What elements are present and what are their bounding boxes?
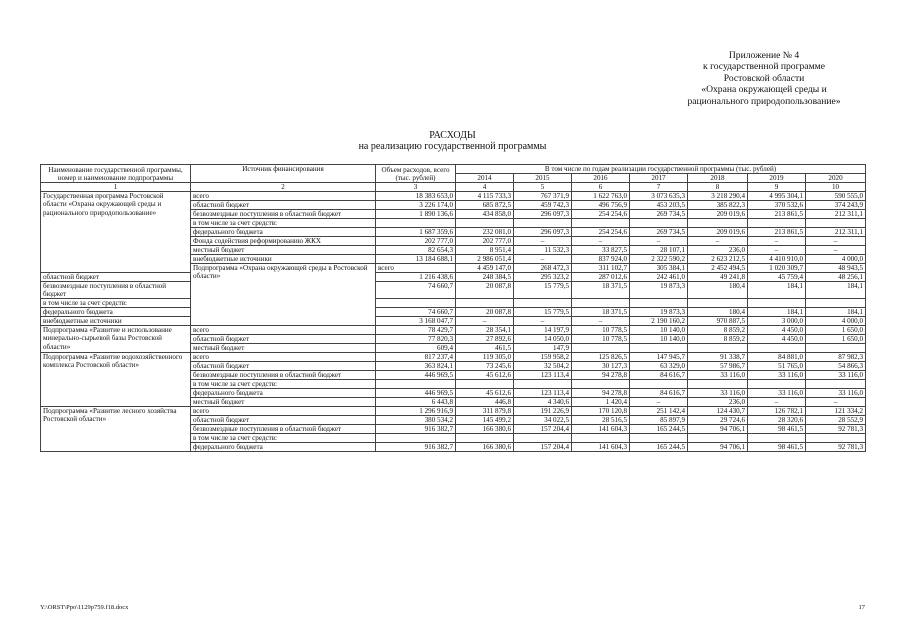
year-amount-cell: 180,4 xyxy=(688,282,748,299)
year-amount-cell: 4 000,0 xyxy=(806,317,866,326)
year-amount-cell: 165 244,5 xyxy=(630,425,688,434)
year-amount-cell xyxy=(456,380,514,389)
year-amount-cell: 248 384,5 xyxy=(456,273,514,282)
year-amount-cell: 8 859,2 xyxy=(688,335,748,344)
year-amount-cell xyxy=(572,219,630,228)
year-amount-cell: 48 256,1 xyxy=(806,273,866,282)
total-amount-cell: 77 820,3 xyxy=(376,335,456,344)
year-amount-cell: 268 472,3 xyxy=(514,264,572,273)
year-amount-cell: 4 410 910,0 xyxy=(748,255,806,264)
year-amount-cell xyxy=(456,219,514,228)
year-amount-cell: 3 073 635,3 xyxy=(630,192,688,201)
year-amount-cell: 157 204,4 xyxy=(514,425,572,434)
year-amount-cell xyxy=(748,434,806,443)
year-amount-cell: 30 127,3 xyxy=(572,362,630,371)
program-name-cell: Государственная программа Ростовской области «Охрана окружающей среды и рационального природопользование» xyxy=(41,192,191,273)
year-amount-cell: 4 995 304,1 xyxy=(748,192,806,201)
total-amount-cell: 446 969,5 xyxy=(376,371,456,380)
year-amount-cell: 837 924,0 xyxy=(572,255,630,264)
year-amount-cell: 33 116,0 xyxy=(688,371,748,380)
year-amount-cell: 165 244,5 xyxy=(630,443,688,452)
year-amount-cell: 87 982,3 xyxy=(806,353,866,362)
year-amount-cell: 213 861,5 xyxy=(748,228,806,237)
year-amount-cell xyxy=(630,219,688,228)
year-amount-cell: 1 650,0 xyxy=(806,335,866,344)
year-amount-cell xyxy=(806,344,866,353)
year-amount-cell: 2 623 212,5 xyxy=(688,255,748,264)
header-year: 2015 xyxy=(514,174,572,183)
year-amount-cell: 141 604,3 xyxy=(572,443,630,452)
funding-source-cell: областной бюджет xyxy=(191,335,376,344)
year-amount-cell: 374 243,9 xyxy=(806,201,866,210)
appendix-block xyxy=(664,50,864,107)
funding-source-cell: федерального бюджета xyxy=(191,228,376,237)
year-amount-cell: 4 450,0 xyxy=(748,326,806,335)
header-column-index: 5 xyxy=(514,183,572,192)
year-amount-cell: 85 897,9 xyxy=(630,416,688,425)
year-amount-cell: 48 943,5 xyxy=(806,264,866,273)
program-name-cell: Подпрограмма «Развитие водохозяйственного комплекса Ростовской области» xyxy=(41,353,191,407)
year-amount-cell xyxy=(806,380,866,389)
year-amount-cell: 254 254,6 xyxy=(572,210,630,219)
funding-source-cell: областной бюджет xyxy=(191,201,376,210)
year-amount-cell: 19 873,3 xyxy=(630,282,688,299)
year-amount-cell: 385 822,3 xyxy=(688,201,748,210)
header-year: 2014 xyxy=(456,174,514,183)
year-amount-cell: 19 873,3 xyxy=(630,308,688,317)
funding-source-cell: областной бюджет xyxy=(41,273,191,282)
year-amount-cell: – xyxy=(572,317,630,326)
table-row xyxy=(41,282,866,299)
header-column-index: 2 xyxy=(191,183,376,192)
year-amount-cell: 2 986 051,4 xyxy=(456,255,514,264)
year-amount-cell xyxy=(806,299,866,308)
year-amount-cell: 2 322 590,2 xyxy=(630,255,688,264)
year-amount-cell xyxy=(514,299,572,308)
year-amount-cell: 209 019,6 xyxy=(688,210,748,219)
year-amount-cell: – xyxy=(572,237,630,246)
document-title-block xyxy=(0,130,905,152)
total-amount-cell: 4 459 147,0 xyxy=(456,264,514,273)
total-amount-cell: 3 226 174,0 xyxy=(376,201,456,210)
year-amount-cell: 11 532,3 xyxy=(514,246,572,255)
year-amount-cell: 213 861,5 xyxy=(748,210,806,219)
year-amount-cell: 94 706,1 xyxy=(688,443,748,452)
total-amount-cell: 18 383 653,0 xyxy=(376,192,456,201)
funding-source-cell: в том числе за счет средств: xyxy=(191,434,376,443)
year-amount-cell: 242 461,0 xyxy=(630,273,688,282)
year-amount-cell: 685 872,5 xyxy=(456,201,514,210)
header-year: 2016 xyxy=(572,174,630,183)
year-amount-cell: 98 461,5 xyxy=(748,425,806,434)
year-amount-cell: 91 338,7 xyxy=(688,353,748,362)
year-amount-cell xyxy=(748,219,806,228)
year-amount-cell: 3 218 290,4 xyxy=(688,192,748,201)
table-row xyxy=(41,317,866,326)
year-amount-cell: 296 097,3 xyxy=(514,228,572,237)
year-amount-cell: 184,1 xyxy=(806,282,866,299)
year-amount-cell xyxy=(630,434,688,443)
year-amount-cell xyxy=(630,344,688,353)
funding-source-cell: федерального бюджета xyxy=(191,443,376,452)
year-amount-cell xyxy=(514,434,572,443)
year-amount-cell: 18 371,5 xyxy=(572,282,630,299)
year-amount-cell: 94 706,1 xyxy=(688,425,748,434)
year-amount-cell: 29 724,6 xyxy=(688,416,748,425)
year-amount-cell: 20 087,8 xyxy=(456,308,514,317)
funding-source-cell: федерального бюджета xyxy=(41,308,191,317)
header-column-index: 7 xyxy=(630,183,688,192)
funding-source-cell: местный бюджет xyxy=(191,246,376,255)
year-amount-cell: 32 504,2 xyxy=(514,362,572,371)
total-amount-cell: 1 687 359,6 xyxy=(376,228,456,237)
appendix-line: к государственной программе xyxy=(703,61,825,73)
year-amount-cell: 970 887,5 xyxy=(688,317,748,326)
year-amount-cell: 287 012,6 xyxy=(572,273,630,282)
year-amount-cell: 191 226,9 xyxy=(514,407,572,416)
document-subtitle: на реализацию государственной программы xyxy=(358,141,547,152)
year-amount-cell: 4 450,0 xyxy=(748,335,806,344)
year-amount-cell: 51 765,0 xyxy=(748,362,806,371)
document-title: РАСХОДЫ xyxy=(429,130,476,141)
year-amount-cell: 184,1 xyxy=(806,308,866,317)
year-amount-cell: 57 986,7 xyxy=(688,362,748,371)
year-amount-cell: 311 102,7 xyxy=(572,264,630,273)
year-amount-cell: 305 384,1 xyxy=(630,264,688,273)
header-year: 2018 xyxy=(688,174,748,183)
year-amount-cell: 33 116,0 xyxy=(748,371,806,380)
year-amount-cell xyxy=(688,299,748,308)
total-amount-cell: 6 443,8 xyxy=(376,398,456,407)
year-amount-cell xyxy=(456,434,514,443)
year-amount-cell: 251 142,4 xyxy=(630,407,688,416)
year-amount-cell: 236,0 xyxy=(688,398,748,407)
total-amount-cell: 446 969,5 xyxy=(376,389,456,398)
year-amount-cell: 8 859,2 xyxy=(688,326,748,335)
year-amount-cell: 311 879,8 xyxy=(456,407,514,416)
total-amount-cell xyxy=(376,299,456,308)
header-total: Объем расходов, всего (тыс. рублей) xyxy=(376,165,456,183)
funding-source-cell: всего xyxy=(191,353,376,362)
year-amount-cell xyxy=(688,344,748,353)
year-amount-cell xyxy=(514,380,572,389)
year-amount-cell: 125 826,5 xyxy=(572,353,630,362)
total-amount-cell: 74 660,7 xyxy=(376,308,456,317)
total-amount-cell: 1 890 136,6 xyxy=(376,210,456,219)
year-amount-cell: 10 778,5 xyxy=(572,326,630,335)
year-amount-cell: 184,1 xyxy=(748,282,806,299)
header-column-index: 4 xyxy=(456,183,514,192)
funding-source-cell: всего xyxy=(376,264,456,273)
year-amount-cell xyxy=(514,219,572,228)
year-amount-cell: 254 254,6 xyxy=(572,228,630,237)
year-amount-cell xyxy=(748,299,806,308)
year-amount-cell: 14 197,9 xyxy=(514,326,572,335)
year-amount-cell: 10 140,0 xyxy=(630,326,688,335)
year-amount-cell: 453 203,5 xyxy=(630,201,688,210)
year-amount-cell: 63 329,0 xyxy=(630,362,688,371)
appendix-line: Ростовской области xyxy=(723,72,805,84)
total-amount-cell: 13 184 688,1 xyxy=(376,255,456,264)
funding-source-cell: в том числе за счет средств: xyxy=(191,219,376,228)
year-amount-cell: – xyxy=(748,398,806,407)
year-amount-cell xyxy=(688,219,748,228)
funding-source-cell: местный бюджет xyxy=(191,344,376,353)
year-amount-cell: 49 241,8 xyxy=(688,273,748,282)
year-amount-cell: 10 140,0 xyxy=(630,335,688,344)
year-amount-cell: 166 380,6 xyxy=(456,443,514,452)
year-amount-cell xyxy=(572,380,630,389)
year-amount-cell: 446,8 xyxy=(456,398,514,407)
year-amount-cell: 212 311,1 xyxy=(806,210,866,219)
year-amount-cell: 33 116,0 xyxy=(688,389,748,398)
appendix-line: Приложение № 4 xyxy=(728,50,800,61)
total-amount-cell: 916 382,7 xyxy=(376,425,456,434)
year-amount-cell: 92 781,3 xyxy=(806,443,866,452)
year-amount-cell xyxy=(748,344,806,353)
year-amount-cell: 2 190 160,2 xyxy=(630,317,688,326)
year-amount-cell: 159 958,2 xyxy=(514,353,572,362)
header-column-index: 9 xyxy=(748,183,806,192)
year-amount-cell: 4 340,6 xyxy=(514,398,572,407)
year-amount-cell xyxy=(630,299,688,308)
funding-source-cell: безвозмездные поступления в областной бюджет xyxy=(191,371,376,380)
header-column-index: 3 xyxy=(376,183,456,192)
year-amount-cell: 94 278,8 xyxy=(572,389,630,398)
total-amount-cell: 78 429,7 xyxy=(376,326,456,335)
year-amount-cell: 33 827,5 xyxy=(572,246,630,255)
year-amount-cell: 1 622 763,0 xyxy=(572,192,630,201)
year-amount-cell: 28 320,6 xyxy=(748,416,806,425)
year-amount-cell: 147,9 xyxy=(514,344,572,353)
total-amount-cell: 74 660,7 xyxy=(376,282,456,299)
footer-file-path: Y:\ORST\Ppo\1129p759.f18.docx xyxy=(40,604,129,611)
year-amount-cell xyxy=(572,299,630,308)
table-row xyxy=(41,192,866,201)
total-amount-cell xyxy=(376,380,456,389)
funding-source-cell: всего xyxy=(191,326,376,335)
table-row xyxy=(41,308,866,317)
year-amount-cell: 170 120,8 xyxy=(572,407,630,416)
year-amount-cell: 295 323,2 xyxy=(514,273,572,282)
table-row xyxy=(41,273,866,282)
funding-source-cell: областной бюджет xyxy=(191,416,376,425)
year-amount-cell xyxy=(572,434,630,443)
year-amount-cell: – xyxy=(688,237,748,246)
footer-page-number: 17 xyxy=(858,604,865,611)
year-amount-cell: 45 759,4 xyxy=(748,273,806,282)
header-funding-source: Источник финансирования xyxy=(191,165,376,183)
year-amount-cell xyxy=(806,219,866,228)
funding-source-cell: безвозмездные поступления в областной бюджет xyxy=(191,210,376,219)
year-amount-cell: 27 892,6 xyxy=(456,335,514,344)
year-amount-cell: 1 650,0 xyxy=(806,326,866,335)
year-amount-cell xyxy=(456,299,514,308)
year-amount-cell: 84 881,0 xyxy=(748,353,806,362)
year-amount-cell: – xyxy=(456,317,514,326)
total-amount-cell: 1 216 438,6 xyxy=(376,273,456,282)
funding-source-cell: в том числе за счет средств: xyxy=(191,380,376,389)
year-amount-cell: – xyxy=(630,237,688,246)
total-amount-cell: 1 296 916,9 xyxy=(376,407,456,416)
year-amount-cell: 147 945,7 xyxy=(630,353,688,362)
year-amount-cell xyxy=(806,434,866,443)
header-year: 2019 xyxy=(748,174,806,183)
year-amount-cell: 98 461,5 xyxy=(748,443,806,452)
year-amount-cell: 459 742,3 xyxy=(514,201,572,210)
year-amount-cell: 145 499,2 xyxy=(456,416,514,425)
year-amount-cell: – xyxy=(514,317,572,326)
funding-source-cell: федерального бюджета xyxy=(191,389,376,398)
year-amount-cell: – xyxy=(806,237,866,246)
year-amount-cell: 2 452 494,5 xyxy=(688,264,748,273)
year-amount-cell: 124 430,7 xyxy=(688,407,748,416)
year-amount-cell: 33 116,0 xyxy=(806,371,866,380)
year-amount-cell: 184,1 xyxy=(748,308,806,317)
year-amount-cell: – xyxy=(630,398,688,407)
year-amount-cell: 15 779,5 xyxy=(514,282,572,299)
year-amount-cell: 296 097,3 xyxy=(514,210,572,219)
year-amount-cell: 92 781,3 xyxy=(806,425,866,434)
year-amount-cell: 33 116,0 xyxy=(748,389,806,398)
year-amount-cell: 3 000,0 xyxy=(748,317,806,326)
table-row xyxy=(41,299,866,308)
year-amount-cell: – xyxy=(514,237,572,246)
year-amount-cell: 15 779,5 xyxy=(514,308,572,317)
total-amount-cell: 202 777,0 xyxy=(376,237,456,246)
year-amount-cell: 54 866,3 xyxy=(806,362,866,371)
year-amount-cell: 126 782,1 xyxy=(748,407,806,416)
year-amount-cell: 28 552,9 xyxy=(806,416,866,425)
year-amount-cell xyxy=(630,380,688,389)
year-amount-cell: – xyxy=(514,255,572,264)
total-amount-cell: 82 654,3 xyxy=(376,246,456,255)
year-amount-cell: 18 371,5 xyxy=(572,308,630,317)
year-amount-cell: 370 532,6 xyxy=(748,201,806,210)
year-amount-cell: 119 305,0 xyxy=(456,353,514,362)
header-year: 2017 xyxy=(630,174,688,183)
appendix-line: «Охрана окружающей среды и xyxy=(701,84,827,96)
year-amount-cell xyxy=(688,380,748,389)
total-amount-cell: 817 237,4 xyxy=(376,353,456,362)
header-column-index: 1 xyxy=(41,183,191,192)
year-amount-cell: – xyxy=(806,398,866,407)
table-row xyxy=(41,326,866,335)
year-amount-cell: 1 020 309,7 xyxy=(748,264,806,273)
year-amount-cell: 590 555,0 xyxy=(806,192,866,201)
year-amount-cell: 28 107,1 xyxy=(630,246,688,255)
appendix-line: рационального природопользование» xyxy=(687,95,841,107)
year-amount-cell: 73 245,6 xyxy=(456,362,514,371)
year-amount-cell: 269 734,5 xyxy=(630,228,688,237)
funding-source-cell: всего xyxy=(191,192,376,201)
year-amount-cell: 236,0 xyxy=(688,246,748,255)
year-amount-cell: – xyxy=(748,246,806,255)
funding-source-cell: в том числе за счет средств: xyxy=(41,299,191,308)
funding-source-cell: местный бюджет xyxy=(191,398,376,407)
year-amount-cell: 123 113,4 xyxy=(514,371,572,380)
header-program-name: Наименование государственной программы, номер и наименование подпрограммы xyxy=(41,165,191,183)
year-amount-cell: 4 000,0 xyxy=(806,255,866,264)
year-amount-cell: 269 734,5 xyxy=(630,210,688,219)
year-amount-cell: 34 022,5 xyxy=(514,416,572,425)
total-amount-cell xyxy=(376,434,456,443)
year-amount-cell: 20 087,8 xyxy=(456,282,514,299)
year-amount-cell: 28 354,1 xyxy=(456,326,514,335)
funding-source-cell: безвозмездные поступления в областной бюджет xyxy=(191,425,376,434)
total-amount-cell xyxy=(376,219,456,228)
table-row xyxy=(41,407,866,416)
year-amount-cell: 123 113,4 xyxy=(514,389,572,398)
year-amount-cell: 767 371,9 xyxy=(514,192,572,201)
header-column-index: 6 xyxy=(572,183,630,192)
header-column-index: 8 xyxy=(688,183,748,192)
table-row xyxy=(41,353,866,362)
funding-source-cell: безвозмездные поступления в областной бюджет xyxy=(41,282,191,299)
year-amount-cell: – xyxy=(806,246,866,255)
year-amount-cell: 141 604,3 xyxy=(572,425,630,434)
year-amount-cell: 94 278,8 xyxy=(572,371,630,380)
year-amount-cell: 166 380,6 xyxy=(456,425,514,434)
funding-source-cell: всего xyxy=(191,407,376,416)
year-amount-cell: 434 858,0 xyxy=(456,210,514,219)
year-amount-cell xyxy=(688,434,748,443)
year-amount-cell: – xyxy=(748,237,806,246)
header-year: 2020 xyxy=(806,174,866,183)
year-amount-cell: 202 777,0 xyxy=(456,237,514,246)
program-name-cell: Подпрограмма «Охрана окружающей среды в Ростовской области» xyxy=(191,264,376,326)
year-amount-cell: 496 756,9 xyxy=(572,201,630,210)
year-amount-cell: 8 951,4 xyxy=(456,246,514,255)
total-amount-cell: 916 382,7 xyxy=(376,443,456,452)
funding-source-cell: областной бюджет xyxy=(191,362,376,371)
funding-source-cell: Фонда содействия реформированию ЖКХ xyxy=(191,237,376,246)
year-amount-cell: 33 116,0 xyxy=(806,389,866,398)
year-amount-cell: 10 778,5 xyxy=(572,335,630,344)
year-amount-cell: 28 516,5 xyxy=(572,416,630,425)
year-amount-cell: 45 612,6 xyxy=(456,371,514,380)
year-amount-cell: 232 081,0 xyxy=(456,228,514,237)
program-name-cell: Подпрограмма «Развитие лесного хозяйства Ростовской области» xyxy=(41,407,191,452)
funding-source-cell: внебюджетные источники xyxy=(41,317,191,326)
funding-source-cell: внебюджетные источники xyxy=(191,255,376,264)
year-amount-cell: 157 204,4 xyxy=(514,443,572,452)
expenses-table xyxy=(40,164,866,452)
year-amount-cell: 212 311,1 xyxy=(806,228,866,237)
year-amount-cell: 180,4 xyxy=(688,308,748,317)
year-amount-cell: 84 616,7 xyxy=(630,371,688,380)
year-amount-cell xyxy=(748,380,806,389)
year-amount-cell: 45 612,6 xyxy=(456,389,514,398)
year-amount-cell: 121 334,2 xyxy=(806,407,866,416)
program-name-cell: Подпрограмма «Развитие и использование минерально-сырьевой базы Ростовской области» xyxy=(41,326,191,353)
year-amount-cell: 4 115 733,3 xyxy=(456,192,514,201)
year-amount-cell: 14 050,0 xyxy=(514,335,572,344)
year-amount-cell: 1 420,4 xyxy=(572,398,630,407)
year-amount-cell: 461,5 xyxy=(456,344,514,353)
total-amount-cell: 609,4 xyxy=(376,344,456,353)
header-column-index: 10 xyxy=(806,183,866,192)
year-amount-cell: 209 019,6 xyxy=(688,228,748,237)
year-amount-cell: 84 616,7 xyxy=(630,389,688,398)
total-amount-cell: 363 824,1 xyxy=(376,362,456,371)
total-amount-cell: 3 168 047,7 xyxy=(376,317,456,326)
total-amount-cell: 380 534,2 xyxy=(376,416,456,425)
year-amount-cell xyxy=(572,344,630,353)
header-years-group: В том числе по годам реализации государственной программы (тыс. рублей) xyxy=(456,165,866,174)
